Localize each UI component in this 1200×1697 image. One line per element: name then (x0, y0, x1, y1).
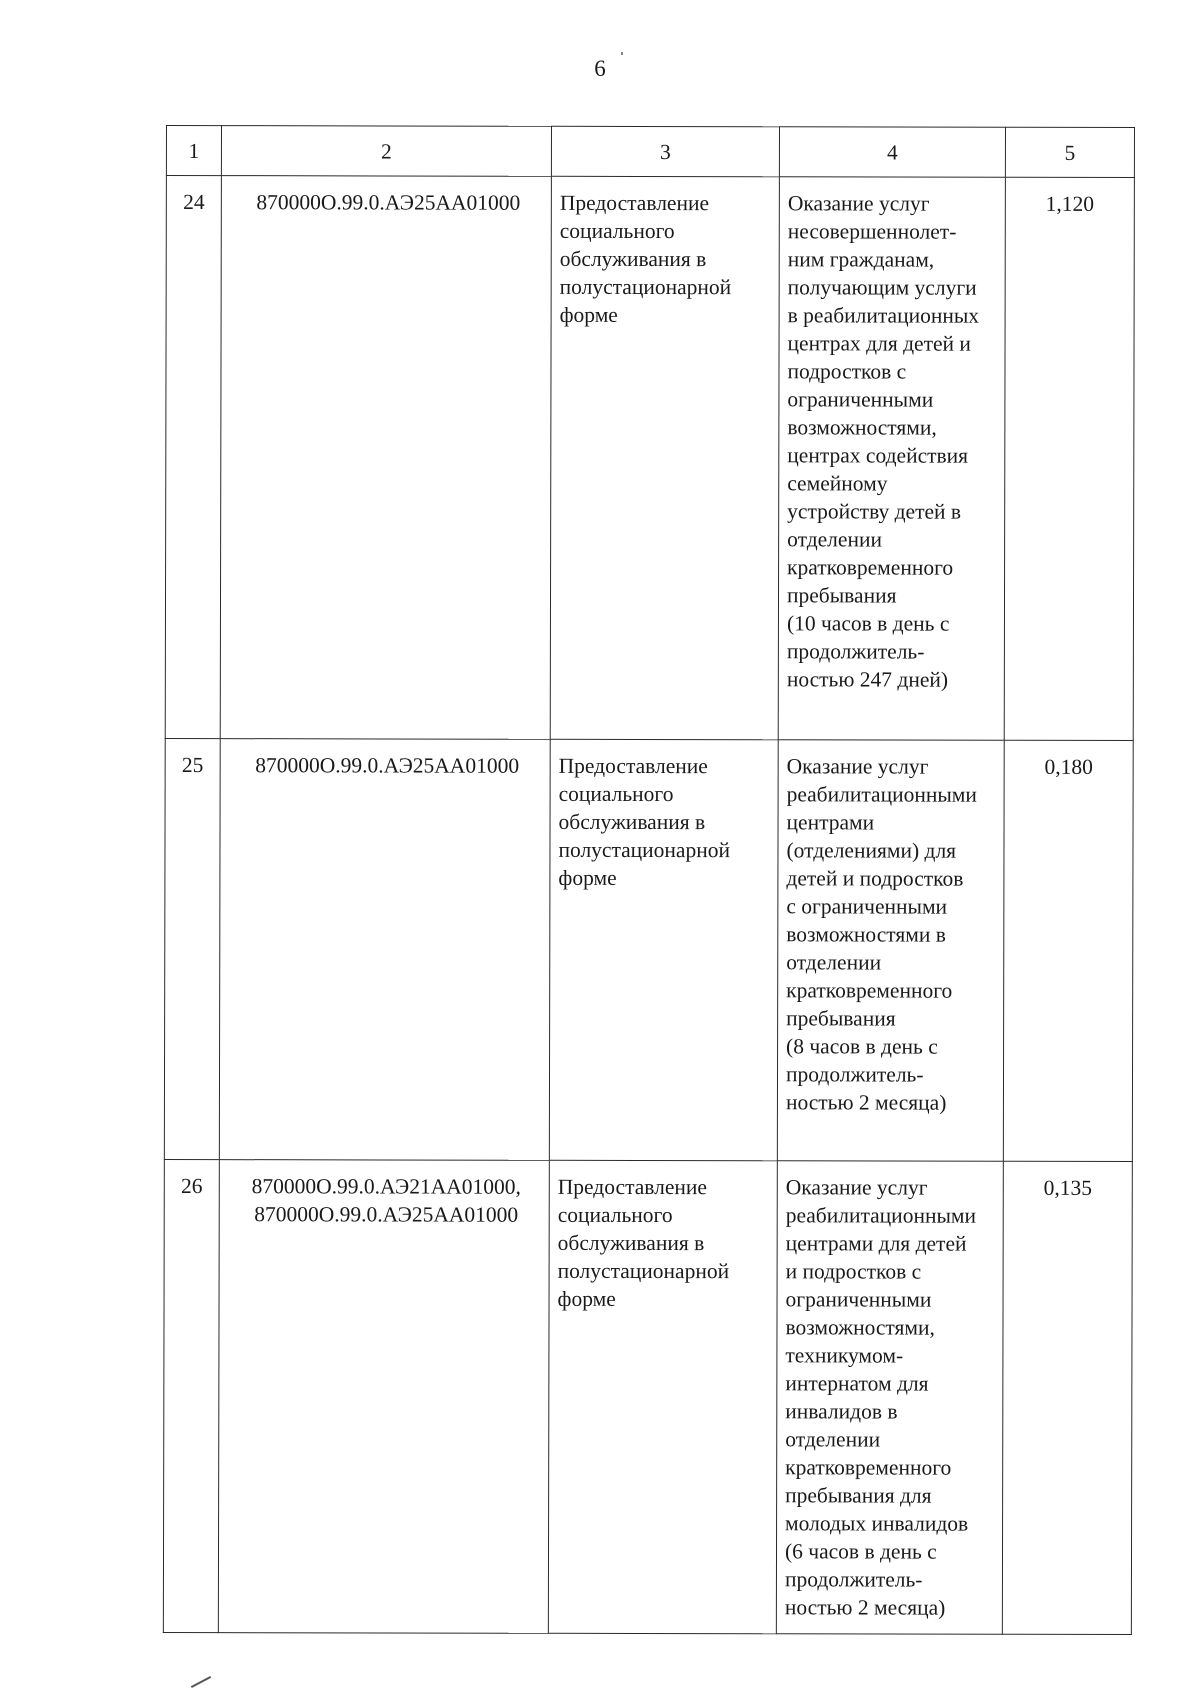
text-line: ностью 2 месяца) (784, 1595, 946, 1620)
text-line: (отделениями) для (786, 838, 957, 863)
text-line: интернатом для (785, 1371, 929, 1396)
header-cell-1: 1 (166, 126, 221, 176)
text-line: обслуживания в (557, 1230, 705, 1256)
text-line: возможностями в (786, 922, 946, 947)
text-line: детей и подростков (786, 866, 964, 891)
header-cell-2: 2 (221, 126, 551, 177)
text-line: пребывания (786, 1006, 896, 1031)
text-line: отделении (787, 527, 883, 552)
service-name (548, 1160, 777, 1633)
text-line: в реабилитационных (787, 303, 980, 328)
text-line: Оказание услуг (786, 754, 929, 779)
text-line: с ограниченными (786, 894, 948, 919)
text-line: 870000О.99.0.АЭ21АА01000, (251, 1174, 521, 1199)
text-line: Предоставление (559, 190, 710, 216)
service-code (220, 176, 551, 740)
services-table (163, 125, 1135, 1635)
text-line: пребывания для (785, 1483, 932, 1508)
text-line: обслуживания в (559, 246, 707, 272)
text-line: Предоставление (558, 753, 708, 779)
service-code (218, 1160, 549, 1634)
text-line: полустационарной (558, 837, 731, 863)
text-line: полустационарной (559, 274, 732, 300)
text-line: устройству детей в (787, 499, 962, 524)
service-value: 0,135 (1002, 1161, 1132, 1634)
text-line: реабилитационными (785, 1203, 977, 1228)
text-line: инвалидов в (785, 1399, 898, 1424)
text-line: ностью 2 месяца) (785, 1090, 947, 1115)
service-value: 1,120 (1004, 177, 1134, 740)
text-line: социального (557, 1202, 673, 1228)
scan-speck (621, 52, 623, 55)
service-value: 0,180 (1003, 740, 1133, 1161)
text-line: ограниченными (787, 387, 934, 412)
service-name (549, 739, 778, 1160)
text-line: отделении (785, 1427, 881, 1452)
header-cell-3: 3 (551, 126, 779, 176)
text-line: возможностями, (785, 1315, 935, 1340)
table-row (164, 738, 1133, 1161)
text-line: отделении (786, 950, 882, 975)
text-line: продолжитель- (786, 639, 925, 664)
text-line: кратковременного (786, 978, 953, 1003)
text-line: продолжитель- (785, 1062, 924, 1087)
text-line: форме (557, 1286, 616, 1311)
header-cell-5: 5 (1005, 127, 1134, 177)
text-line: ностью 247 дней) (786, 667, 949, 692)
text-line: получающим услуги (787, 275, 977, 300)
text-line: подростков с (787, 359, 907, 384)
text-line: (10 часов в день с (786, 611, 950, 636)
text-line: ним гражданам, (787, 247, 935, 272)
text-line: продолжитель- (784, 1567, 923, 1592)
text-line: форме (559, 302, 618, 327)
scan-pen-mark (191, 1676, 211, 1688)
text-line: несовершеннолет- (787, 219, 957, 244)
text-line: центрах для детей и (787, 331, 971, 356)
service-description (778, 177, 1005, 740)
text-line: центрами для детей (785, 1231, 967, 1256)
table-header-row (166, 126, 1134, 178)
text-line: Оказание услуг (785, 1175, 928, 1200)
text-line: социального (558, 781, 674, 807)
text-line: ограниченными (785, 1287, 932, 1312)
text-line: молодых инвалидов (785, 1511, 969, 1536)
text-line: форме (558, 865, 617, 890)
text-line: реабилитационными (786, 782, 977, 807)
text-line: и подростков с (785, 1259, 922, 1284)
service-description (776, 1161, 1003, 1634)
row-number: 26 (163, 1159, 219, 1632)
text-line: техникумом- (785, 1343, 904, 1368)
service-code (219, 739, 550, 1161)
page-number: 6 (594, 56, 606, 81)
text-line: центрах содействия (787, 443, 969, 468)
text-line: кратковременного (787, 555, 954, 580)
table-row (165, 176, 1134, 741)
table-row (163, 1159, 1132, 1634)
text-line: 870000О.99.0.АЭ25АА01000 (255, 753, 520, 778)
service-name (550, 176, 779, 739)
row-number: 24 (165, 176, 221, 739)
text-line: Предоставление (557, 1174, 708, 1200)
header-cell-4: 4 (779, 127, 1005, 177)
row-number: 25 (164, 738, 220, 1159)
text-line: возможностями, (787, 415, 937, 440)
text-line: обслуживания в (558, 809, 706, 835)
text-line: центрами (786, 810, 875, 835)
text-line: полустационарной (557, 1258, 730, 1284)
text-line: семейному (787, 471, 888, 496)
text-line: 870000О.99.0.АЭ25АА01000 (254, 1202, 519, 1227)
text-line: пребывания (786, 583, 897, 608)
service-description (777, 740, 1004, 1161)
text-line: Оказание услуг (787, 191, 930, 216)
text-line: кратковременного (785, 1455, 952, 1480)
text-line: (6 часов в день с (784, 1539, 937, 1564)
text-line: 870000О.99.0.АЭ25АА01000 (256, 190, 521, 215)
text-line: социального (559, 218, 675, 244)
text-line: (8 часов в день с (786, 1034, 938, 1059)
